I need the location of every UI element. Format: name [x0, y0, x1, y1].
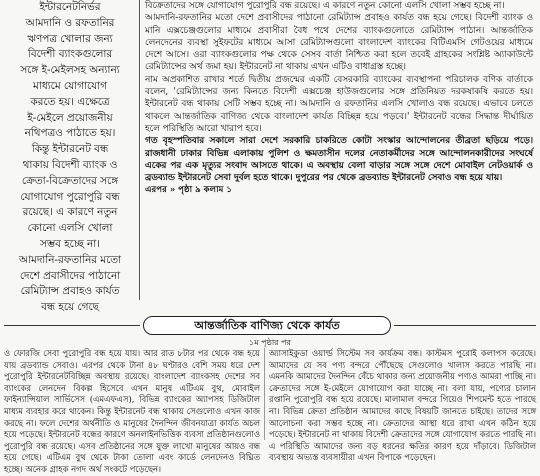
left-column-line: রয়েছে। এ কারণে নতুন [22, 206, 118, 219]
left-column-line: সম্ভব হচ্ছে না। [40, 237, 100, 250]
left-column-line: ক্রেতা-বিক্রেতাদের সঙ্গে [21, 174, 119, 187]
bottom-article [0, 348, 540, 474]
left-column-line: দেশে প্রবাসীদের পাঠানো [19, 269, 121, 282]
left-column-line: আমদানি ও রফতানির [25, 16, 115, 29]
left-column-line: নথিপত্রও পাঠাতে হয়। [24, 127, 116, 140]
column-divider [139, 0, 140, 300]
bottom-left-column [0, 348, 265, 474]
left-column-line: মাধ্যমে যোগাযোগ [33, 79, 107, 92]
heading-rule-right [394, 325, 536, 326]
left-column-line: আমদানি-রফতানির মতো [18, 253, 122, 266]
left-column-line: কিন্তু ইন্টারনেট বন্ধ [31, 143, 109, 156]
article-paragraph: বিক্রেতাদের সঙ্গে যোগাযোগ পুরোপুরি বন্ধ রয়েছে। এ কারণে নতুন কোনো এলসি খোলা সম্ভব হচ্ছে না। [145, 1, 505, 11]
left-column-line: ইন্টারনেটনির্ভর [39, 1, 101, 13]
left-column-line: ই-মেইলে প্রয়োজনীয় [27, 111, 113, 124]
left-column-line: যোগাযোগ পুরোপুরি বন্ধ [20, 190, 120, 203]
section-subheading: ১ম পৃষ্ঠার পর [249, 338, 291, 347]
bottom-right-column [265, 348, 540, 463]
article-paragraph: আমদানি-রফতানির মতো দেশে প্রবাসীদের পাঠানো রেমিট্যান্স প্রবাহও কার্যত বন্ধ হয়ে গেছে। বিদেশী ব্যাংক ও মানি এক্সচেঞ্জগুলোর মাধ্যমে প্রবাসীরা বৈধ পথে দেশের ব্যাংকগুলোতে রেমিট্যান্স পাঠান। আন্তর্জাতিক লেনদেনের ব্যবস্থা সুইফটের মাধ্যমে আসা রেমিট্যান্সগুলো বাংলাদেশ ব্যাংকের বিটিএমসি গেটওয়ের মাধ্যমে দেশে আসে। ওরা ব্যাংকগুলোর পক্ষ থেকে সেসব বার্তা নিশ্চিত করা হলে তবেই গ্রাহকের সংশ্লিষ্ট অ্যাকাউন্টে রেমিট্যান্সের অর্থ জমা হয়। ইন্টারনেট না থাকায় এখন এটিও বাধাগ্রস্ত হচ্ছে। [145, 13, 533, 73]
left-column-line: সঙ্গে ই-মেইলসহ অন্যান্য [20, 64, 120, 77]
heading-rule-left [4, 325, 140, 326]
article-paragraph: ও ফোরজি সেবা পুরোপুরি বন্ধ হয়ে যায়। আর রাত ৮টার পর থেকে বন্ধ হয়ে যায় ব্রডব্যান্ড সেবাও। এরপর থেকে টানা ৪৮ ঘণ্টারও বেশি সময় ধরে দেশ পুরোপুরি ইন্টারনেটবিচ্ছিন্ন অবস্থায় রয়েছে। বাংলাদেশ ব্যাংকসহ দেশের সব ব্যাংকের লেনদেন বিকল্প হিসেবে এখন মানুষ এটিএম বুথ, মোবাইল ফাইন্যান্সিয়াল সার্ভিসেস (এমএফএস), বিভিন্ন ব্যাংকের অ্যাপসহ ডিজিটাল মাধ্যম ব্যবহার করে থাকেন। কিন্তু ইন্টারনেট বন্ধ থাকায় সেগুলোও এখন কাজ করছে না। ফলে দেশের অর্থনীতি ও মানুষের দৈনন্দিন জীবনযাত্রা কার্যত অচল হয়ে পড়েছে। ইন্টারনেট বন্ধের কারণে অনলাইনভিত্তিক ব্যবসা প্রতিষ্ঠানগুলোও পুরোপুরি বন্ধ রয়েছে। এসব প্রতিষ্ঠানের সঙ্গে যুক্ত লাখো মানুষের আয়ও বন্ধ হয়ে গেছে। এটিএম বুথ থেকে টাকা তোলা এবং কার্ডে লেনদেনও বিঘ্নিত হচ্ছে। অনেক গ্রাহক নগদ অর্থ সংকটে পড়েছেন। [4, 348, 260, 474]
left-column-line: ঋণপত্র খোলার জন্য [27, 32, 113, 45]
right-column-text [145, 0, 533, 300]
section-heading: আন্তর্জাতিক বাণিজ্য থেকে কার্যত [143, 316, 391, 335]
article-paragraph: নাম অপ্রকাশিত রাখার শর্তে দ্বিতীয় প্রজন্মের একটি বেসরকারি ব্যাংকের ব্যবস্থাপনা পরিচালক বণিক বার্তাকে বলেন, 'রেমিট্যান্সের জন্য কিনতে বিদেশী এক্সচেঞ্জ হাউজগুলোর সঙ্গে প্রতিনিয়ত দরকষাকষি করতে হয়। ইন্টারনেট বন্ধ থাকায় সেটি সম্ভব হচ্ছে না। আমদানি ও রফতানির এলসি খোলাও বন্ধ রয়েছে। এভাবে চলতে থাকলে আন্তর্জাতিক বাণিজ্য থেকে বাংলাদেশ কার্যত বিচ্ছিন্ন হয়ে পড়বে।' ইন্টারনেট বন্ধের সিদ্ধান্ত দীর্ঘায়িত হলে পরিস্থিতি আরো খারাপ হবে। [145, 74, 533, 134]
left-column-line: কোনো এলসি খোলা [27, 222, 113, 235]
article-paragraph: গত বৃহস্পতিবার সকালে সারা দেশে সরকারি চাকরিতে কোটা সংস্কার আন্দোলনের তীব্রতা ছড়িয়ে পড়ে। রাজধানী ঢাকার বিভিন্ন এলাকায় পুলিশ ও ক্ষমতাসীন দলের নেতাকর্মীদের সঙ্গে আন্দোলনকারীদের সংঘর্ষে একের পর এক মৃত্যুর সংবাদ আসতে থাকে। এ অবস্থায় বেলা বাড়ার সঙ্গে সঙ্গে দেশে মোবাইল নেটওয়ার্ক ও ব্রডব্যান্ড ইন্টারনেট সেবা দুর্বল হতে থাকে। দুপুরের পর থেকে ব্রডব্যান্ড ইন্টারনেট সেবাও বন্ধ হয়ে যায়। [145, 136, 533, 184]
left-column-line: থাকায় বিদেশী ব্যাংক ও [22, 158, 118, 171]
left-column-line: বন্ধ হয়ে গেছে [41, 301, 99, 314]
continuation-note: এরপর » পৃষ্ঠা ৯ কলাম ১ [145, 185, 232, 196]
left-column-line: রেমিট্যান্স প্রবাহও কার্যত [20, 285, 120, 298]
left-column-line: করতে হয়। এক্ষেত্রে [30, 95, 110, 108]
left-column-text [0, 0, 138, 314]
article-paragraph: অ্যাসাইকুডা ওয়ার্ল্ড সিস্টেম সব কার্যক্রম বন্ধ। কাস্টমস পুরোই কলাপস করেছে। আমাদের যে সব পণ্য বন্দরে পৌঁছেছে সেগুলোও খালাস করতে পারছি না। এমনকি আমাদের দৈনন্দিন বেঁচে থাকার জন্য প্রয়োজনীয় পণ্যও আমরা পাচ্ছি না। ক্রেতাদের সঙ্গে ই-মেইলে যোগাযোগ করা যাচ্ছে না। বলা যায়, পণ্যের চালান রপ্তানি পুরোপুরি বন্ধ হয়ে রয়েছে। মালামাল বন্দরে গিয়েও শিপমেন্ট হতে পারছে না। বিভিন্ন ক্রেতা প্রতিষ্ঠান আমাদের কাছে বিষয়টি জানতে চাইছে। তাদের সঙ্গে আলোচনা করা সম্ভব হচ্ছে না। ক্রেতাদের আস্থা ধরে রাখা এখন কঠিন হয়ে পড়েছে। ইন্টারনেট না থাকায় বিদেশী ক্রেতাদের সঙ্গে যোগাযোগ করতে পারছি না। এ পরিস্থিতি আমাদের জন্য বড় ধরনের ক্ষতির কারণ হয়ে দাঁড়াবে। ডিজিটাল ব্যবস্থায় অভ্যস্ত ব্যবসায়ীরা এখন বিপাকে পড়েছেন। [269, 348, 536, 463]
left-column-line: বিদেশী ব্যাংকগুলোর [27, 48, 113, 61]
